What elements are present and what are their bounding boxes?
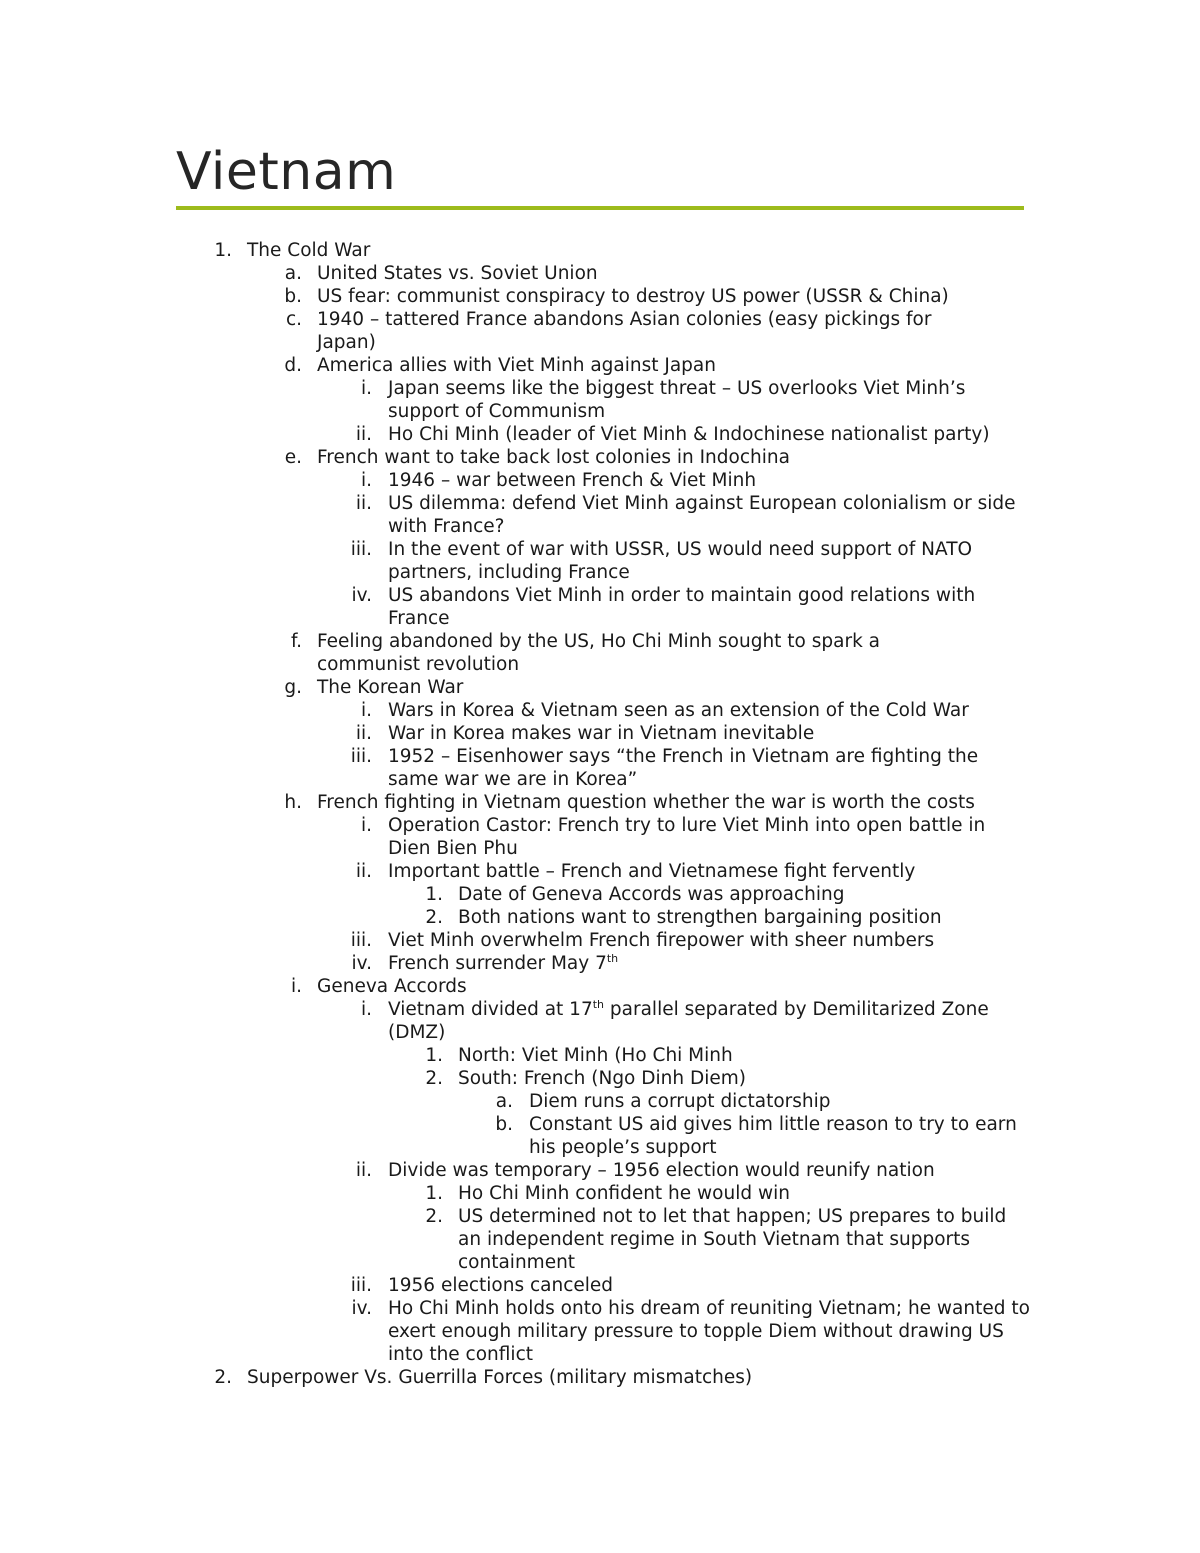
list-marker: b. [495, 1114, 513, 1135]
list-marker: i. [360, 815, 372, 836]
outline-item [0, 814, 1200, 860]
outline-item [0, 1159, 1200, 1182]
outline-item [0, 998, 1200, 1044]
outline-item [0, 469, 1200, 492]
outline-item [0, 699, 1200, 722]
list-item-text: Ho Chi Minh confident he would win [458, 1183, 790, 1204]
outline-item [0, 1182, 1200, 1205]
list-marker: d. [284, 355, 302, 376]
outline-item [0, 377, 1200, 423]
list-item-text: Important battle – French and Vietnamese fight fervently [388, 861, 916, 882]
list-item-text: South: French (Ngo Dinh Diem) [458, 1068, 746, 1089]
list-marker: 1. [425, 1045, 443, 1066]
outline-item [0, 1366, 1200, 1389]
list-marker: iii. [350, 539, 372, 560]
outline-item [0, 975, 1200, 998]
outline-item [0, 860, 1200, 883]
outline-item [0, 630, 1200, 676]
superscript: th [592, 997, 605, 1011]
list-marker: iv. [351, 585, 372, 606]
list-marker: ii. [355, 861, 372, 882]
list-item-text: Divide was temporary – 1956 election would reunify nation [388, 1160, 935, 1181]
list-item-text: War in Korea makes war in Vietnam inevitable [388, 723, 815, 744]
list-item-text: In the event of war with USSR, US would need support of NATO partners, including France [388, 539, 973, 583]
list-item-text: Date of Geneva Accords was approaching [458, 884, 845, 905]
outline-item [0, 1205, 1200, 1274]
outline-item [0, 745, 1200, 791]
outline-item [0, 1297, 1200, 1366]
outline-item [0, 1067, 1200, 1090]
list-marker: i. [360, 700, 372, 721]
list-marker: iii. [350, 930, 372, 951]
list-marker: 2. [214, 1367, 232, 1388]
list-item-text: Superpower Vs. Guerrilla Forces (military mismatches) [247, 1367, 753, 1388]
list-marker: 1. [425, 1183, 443, 1204]
list-item-text: Wars in Korea & Vietnam seen as an extension of the Cold War [388, 700, 969, 721]
outline-item [0, 446, 1200, 469]
outline-item [0, 1090, 1200, 1113]
list-item-text: US determined not to let that happen; US prepares to build an independent regime in South Vietnam that supports containment [458, 1206, 1007, 1273]
list-item-text: French surrender May 7th [388, 951, 619, 974]
list-marker: iv. [351, 1298, 372, 1319]
list-item-text: French want to take back lost colonies in Indochina [317, 447, 790, 468]
list-item-text: The Cold War [247, 240, 371, 261]
outline-item [0, 883, 1200, 906]
list-item-text: Diem runs a corrupt dictatorship [529, 1091, 831, 1112]
list-item-text: Japan seems like the biggest threat – US overlooks Viet Minh’s support of Communism [388, 378, 966, 422]
outline-list [0, 239, 1200, 1389]
list-item-text: Ho Chi Minh (leader of Viet Minh & Indochinese nationalist party) [388, 424, 990, 445]
list-item-text: 1952 – Eisenhower says “the French in Vietnam are fighting the same war we are in Korea” [388, 746, 979, 790]
list-marker: ii. [355, 1160, 372, 1181]
list-marker: 2. [425, 1206, 443, 1227]
list-item-text: Feeling abandoned by the US, Ho Chi Minh sought to spark a communist revolution [317, 631, 881, 675]
list-item-text: Constant US aid gives him little reason to try to earn his people’s support [529, 1114, 1017, 1158]
list-item-text: America allies with Viet Minh against Japan [317, 355, 716, 376]
outline-item [0, 423, 1200, 446]
list-item-text: The Korean War [317, 677, 464, 698]
list-item-text: US fear: communist conspiracy to destroy US power (USSR & China) [317, 286, 949, 307]
list-marker: iii. [350, 1275, 372, 1296]
list-item-text: 1940 – tattered France abandons Asian colonies (easy pickings for Japan) [317, 309, 932, 353]
list-marker: h. [284, 792, 302, 813]
outline-item [0, 722, 1200, 745]
list-marker: 2. [425, 907, 443, 928]
outline-item [0, 584, 1200, 630]
outline-item [0, 906, 1200, 929]
list-item-text: French fighting in Vietnam question whether the war is worth the costs [317, 792, 975, 813]
list-marker: ii. [355, 493, 372, 514]
title-underline [176, 206, 1024, 210]
list-marker: i. [360, 378, 372, 399]
list-item-text: US dilemma: defend Viet Minh against European colonialism or side with France? [388, 493, 1016, 537]
outline-item [0, 1044, 1200, 1067]
list-marker: e. [284, 447, 302, 468]
list-item-text: North: Viet Minh (Ho Chi Minh [458, 1045, 733, 1066]
outline-item [0, 952, 1200, 975]
outline-item [0, 354, 1200, 377]
outline-item [0, 239, 1200, 262]
list-item-text: Both nations want to strengthen bargaining position [458, 907, 942, 928]
list-marker: iv. [351, 953, 372, 974]
list-item-text: Vietnam divided at 17th parallel separated by Demilitarized Zone (DMZ) [388, 997, 989, 1043]
list-item-text: United States vs. Soviet Union [317, 263, 598, 284]
outline-item [0, 791, 1200, 814]
list-marker: i. [360, 999, 372, 1020]
list-item-text: Ho Chi Minh holds onto his dream of reuniting Vietnam; he wanted to exert enough military pressure to topple Diem without drawing US into the conflict [388, 1298, 1030, 1365]
list-marker: a. [284, 263, 302, 284]
superscript: th [606, 951, 619, 965]
outline-item [0, 676, 1200, 699]
list-marker: a. [495, 1091, 513, 1112]
outline-item [0, 538, 1200, 584]
outline-item [0, 492, 1200, 538]
outline-item [0, 308, 1200, 354]
list-item-text: Geneva Accords [317, 976, 467, 997]
outline-item [0, 1113, 1200, 1159]
outline-item [0, 285, 1200, 308]
list-marker: ii. [355, 723, 372, 744]
outline-item [0, 262, 1200, 285]
list-marker: g. [284, 677, 302, 698]
list-item-text: US abandons Viet Minh in order to maintain good relations with France [388, 585, 976, 629]
list-item-text: 1956 elections canceled [388, 1275, 614, 1296]
list-marker: ii. [355, 424, 372, 445]
list-marker: 1. [214, 240, 232, 261]
list-marker: f. [290, 631, 302, 652]
list-marker: i. [360, 470, 372, 491]
list-item-text: Viet Minh overwhelm French firepower with sheer numbers [388, 930, 935, 951]
list-marker: 2. [425, 1068, 443, 1089]
list-marker: c. [285, 309, 302, 330]
list-item-text: Operation Castor: French try to lure Viet Minh into open battle in Dien Bien Phu [388, 815, 986, 859]
outline-item [0, 1274, 1200, 1297]
list-marker: i. [290, 976, 302, 997]
outline-item [0, 929, 1200, 952]
list-marker: iii. [350, 746, 372, 767]
list-marker: b. [284, 286, 302, 307]
page-title: Vietnam [176, 142, 397, 202]
list-marker: 1. [425, 884, 443, 905]
list-item-text: 1946 – war between French & Viet Minh [388, 470, 757, 491]
